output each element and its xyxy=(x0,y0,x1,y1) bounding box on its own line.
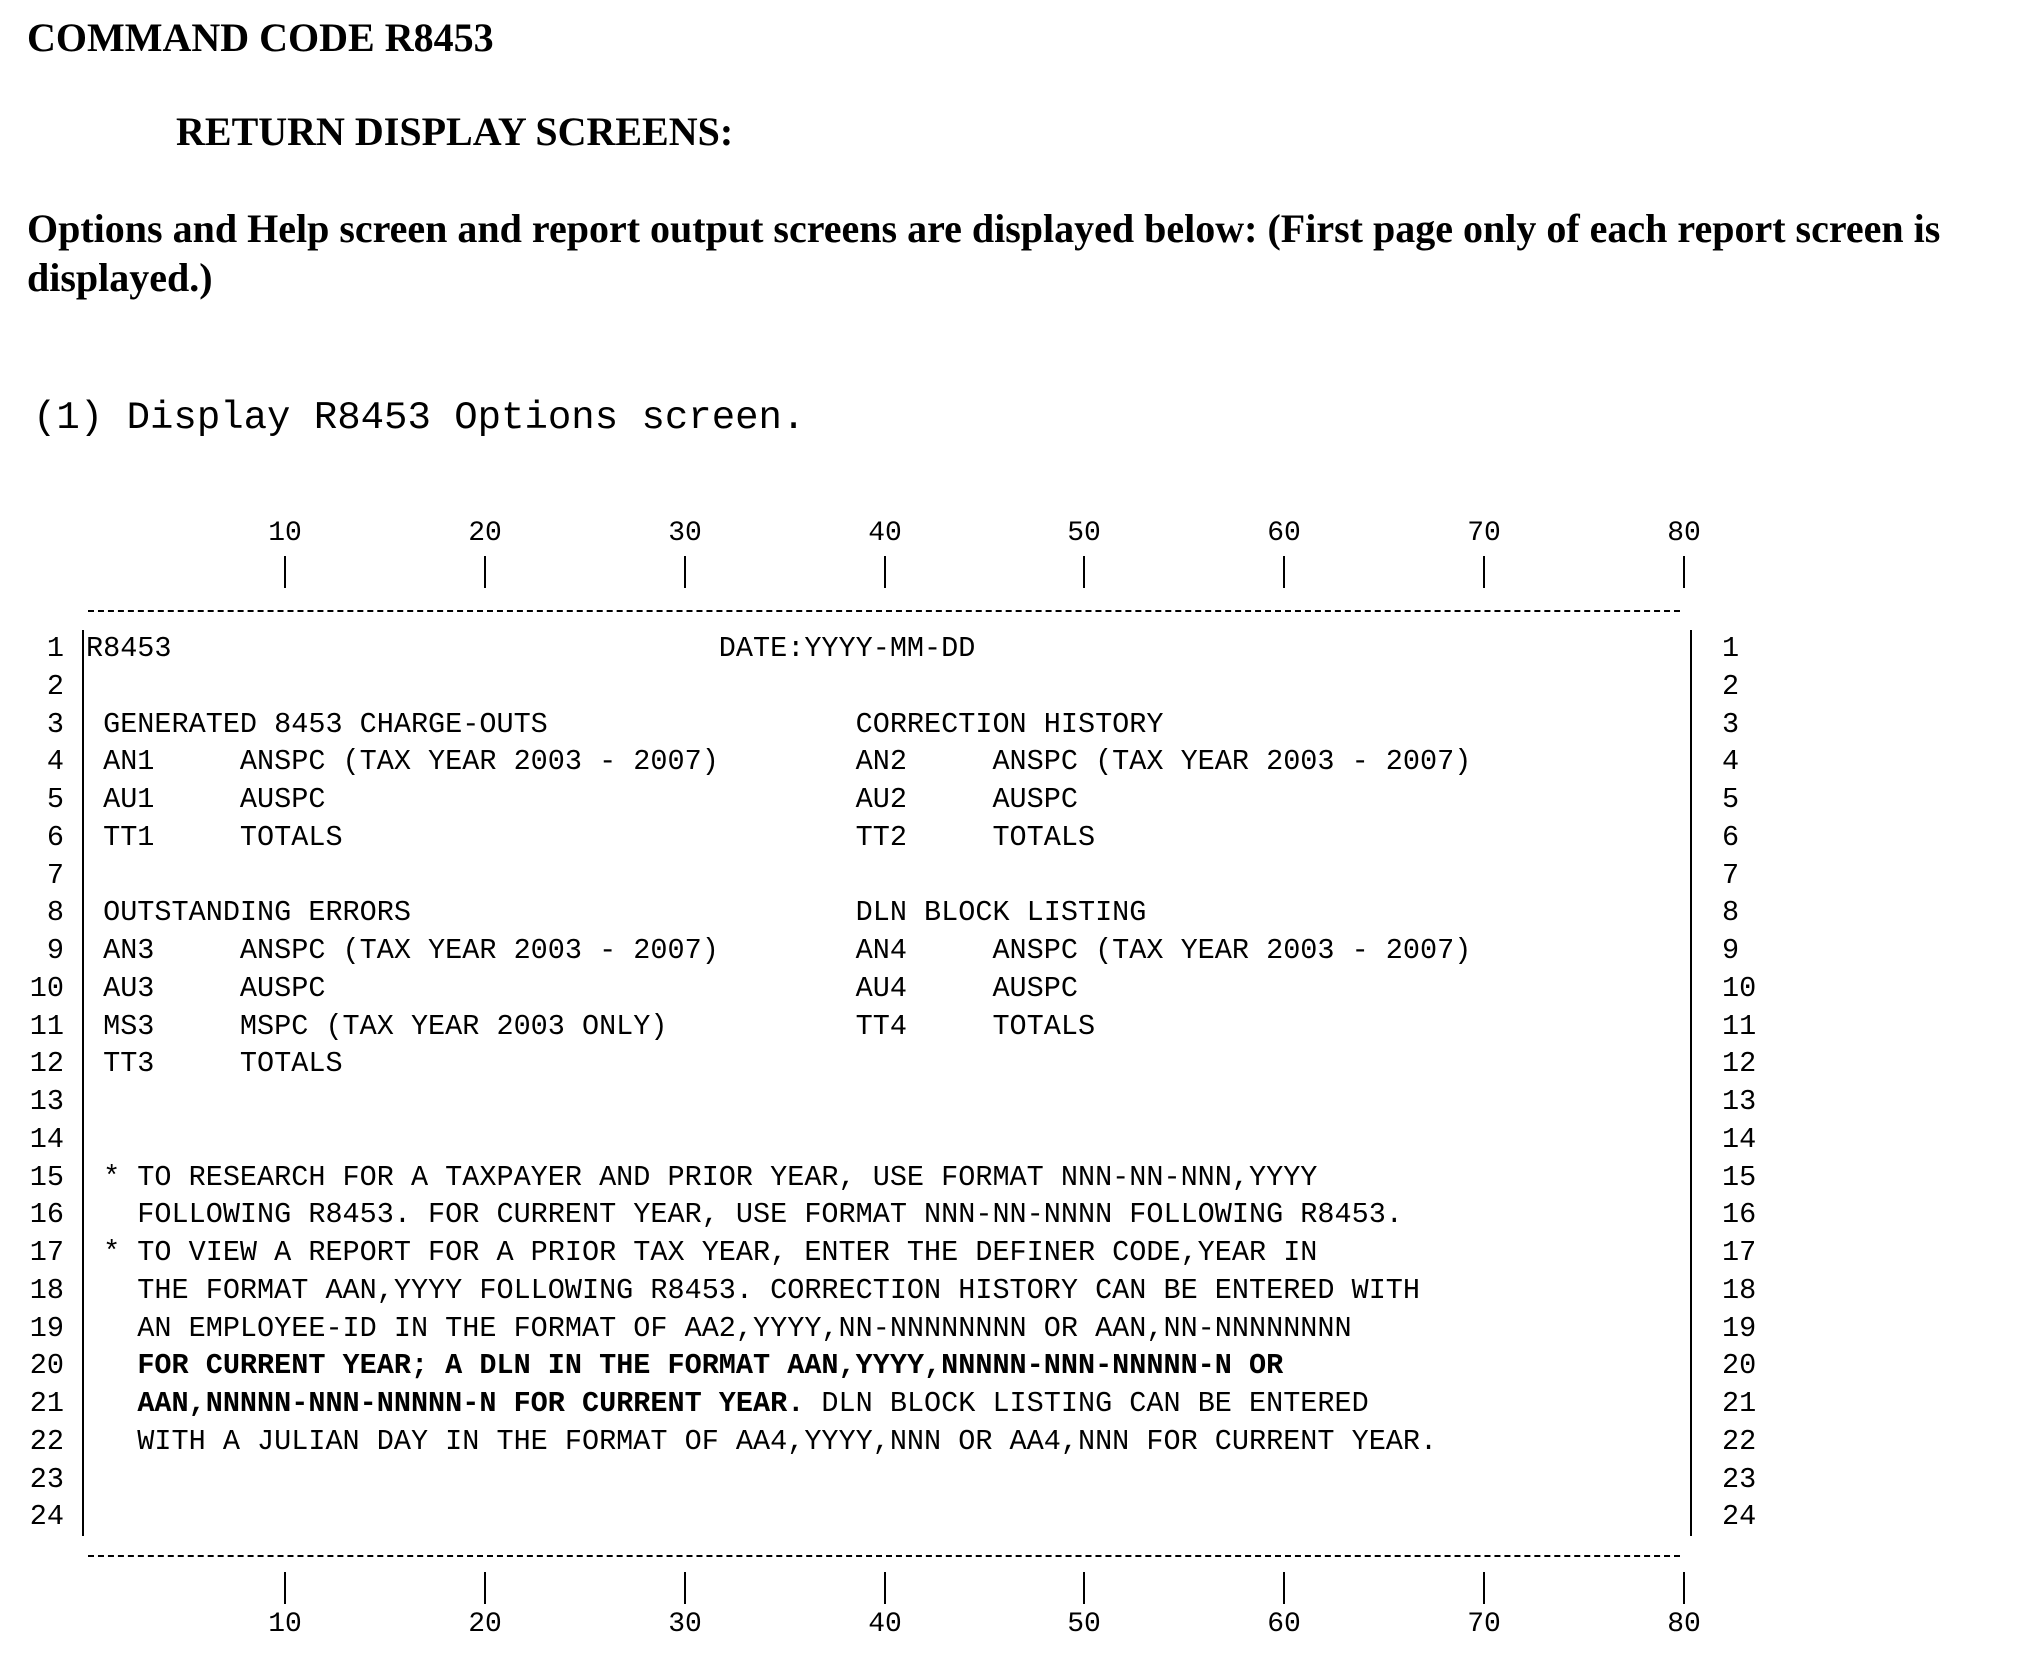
top-ruler-tick xyxy=(884,556,886,588)
screen-line-bold-text: AAN,NNNNN-NNN-NNNNN-N FOR CURRENT YEAR. xyxy=(137,1387,805,1420)
row-number-left: 18 xyxy=(29,1273,64,1307)
step-label: (1) Display R8453 Options screen. xyxy=(33,396,806,440)
row-number-left: 7 xyxy=(46,858,64,892)
screen-line xyxy=(86,1121,1676,1159)
top-ruler-tick xyxy=(684,556,686,588)
section-title: RETURN DISPLAY SCREENS: xyxy=(176,109,734,154)
top-ruler-number: 40 xyxy=(868,518,902,549)
screen-line-text: THE FORMAT AAN,YYYY FOLLOWING R8453. CORRECTION HISTORY CAN BE ENTERED WITH xyxy=(86,1273,1421,1307)
row-number-left: 13 xyxy=(29,1085,64,1118)
screen-line xyxy=(86,1159,1676,1197)
screen-line xyxy=(86,1385,1676,1423)
row-number-right: 1 xyxy=(1722,632,1740,665)
screen-line xyxy=(86,1310,1676,1348)
row-number-left: 12 xyxy=(29,1047,64,1081)
screen-line xyxy=(86,894,1676,932)
top-ruler-number: 30 xyxy=(668,518,702,549)
row-number-right: 23 xyxy=(1722,1462,1757,1496)
screen-line xyxy=(86,1083,1676,1121)
screen-line-text: TT1 TOTALS TT2 TOTALS xyxy=(86,820,1096,854)
row-number-left: 23 xyxy=(29,1462,64,1496)
screen-line xyxy=(86,781,1676,819)
screen-line xyxy=(86,1196,1676,1234)
row-number-left: 20 xyxy=(29,1349,64,1383)
row-number-right: 22 xyxy=(1722,1424,1757,1458)
row-number-left: 24 xyxy=(29,1500,64,1534)
screen-line-text: * TO VIEW A REPORT FOR A PRIOR TAX YEAR, ENTER THE DEFINER CODE,YEAR IN xyxy=(86,1236,1318,1269)
row-number-left: 6 xyxy=(46,820,64,854)
screen-line-text: AN3 ANSPC (TAX YEAR 2003 - 2007) AN4 ANSPC (TAX YEAR 2003 - 2007) xyxy=(86,934,1472,967)
bottom-ruler-tick xyxy=(484,1572,486,1604)
row-number-right: 3 xyxy=(1722,707,1740,741)
top-ruler-number: 70 xyxy=(1467,518,1501,549)
row-number-right: 14 xyxy=(1722,1122,1757,1156)
row-number-right: 2 xyxy=(1722,669,1740,703)
screen-line xyxy=(86,1461,1676,1499)
screen-line-tail-text: DLN BLOCK LISTING CAN BE ENTERED xyxy=(804,1387,1369,1420)
screen-line xyxy=(86,819,1676,857)
row-number-right: 18 xyxy=(1722,1273,1757,1307)
row-number-right: 16 xyxy=(1722,1198,1757,1232)
row-number-left: 19 xyxy=(29,1311,64,1345)
screen-line-text: MS3 MSPC (TAX YEAR 2003 ONLY) TT4 TOTALS xyxy=(86,1009,1096,1043)
row-number-left: 10 xyxy=(29,971,64,1005)
row-number-left: 3 xyxy=(46,707,64,741)
bottom-ruler-number: 10 xyxy=(268,1609,302,1640)
screen-line-text: FOLLOWING R8453. FOR CURRENT YEAR, USE FORMAT NNN-NN-NNNN FOLLOWING R8453. xyxy=(86,1198,1403,1232)
row-number-right: 20 xyxy=(1722,1349,1757,1383)
bottom-ruler-number: 30 xyxy=(668,1609,702,1640)
row-number-right: 8 xyxy=(1722,896,1740,930)
row-number-left: 11 xyxy=(29,1009,64,1043)
screen-line-text: R8453 DATE:YYYY-MM-DD xyxy=(86,632,976,665)
row-number-right: 5 xyxy=(1722,783,1740,816)
top-ruler-number: 20 xyxy=(468,518,502,549)
row-number-left: 22 xyxy=(29,1424,64,1458)
screen-line-text: AN EMPLOYEE-ID IN THE FORMAT OF AA2,YYYY,NN-NNNNNNNN OR AAN,NN-NNNNNNNN xyxy=(86,1311,1352,1345)
screen-bottom-border xyxy=(88,1555,1680,1557)
screen-top-border xyxy=(88,610,1680,612)
top-ruler-tick xyxy=(1683,556,1685,588)
top-ruler-number: 50 xyxy=(1067,518,1101,549)
row-number-right: 9 xyxy=(1722,934,1740,967)
screen-line xyxy=(86,668,1676,706)
row-number-right: 24 xyxy=(1722,1500,1757,1534)
screen-line xyxy=(86,1234,1676,1272)
bottom-ruler-number: 20 xyxy=(468,1609,502,1640)
top-ruler-number: 10 xyxy=(268,518,302,549)
row-number-left: 14 xyxy=(29,1122,64,1156)
screen-line-text: TT3 TOTALS xyxy=(86,1047,343,1081)
bottom-ruler-tick xyxy=(1483,1572,1485,1604)
row-number-left: 9 xyxy=(46,934,64,967)
top-ruler-tick xyxy=(484,556,486,588)
screen-line xyxy=(86,970,1676,1008)
row-number-left: 4 xyxy=(46,745,64,779)
screen-line-text: * TO RESEARCH FOR A TAXPAYER AND PRIOR YEAR, USE FORMAT NNN-NN-NNN,YYYY xyxy=(86,1160,1318,1194)
row-number-right: 21 xyxy=(1722,1387,1757,1420)
screen-line xyxy=(86,932,1676,970)
row-number-right: 11 xyxy=(1722,1009,1757,1043)
row-number-right: 10 xyxy=(1722,971,1757,1005)
screen-line-text: AU3 AUSPC AU4 AUSPC xyxy=(86,971,1078,1005)
screen-line xyxy=(86,857,1676,895)
bottom-ruler-tick xyxy=(284,1572,286,1604)
bottom-ruler-tick xyxy=(884,1572,886,1604)
screen-line xyxy=(86,1045,1676,1083)
top-ruler-tick xyxy=(284,556,286,588)
row-number-right: 7 xyxy=(1722,858,1740,892)
row-number-left: 16 xyxy=(29,1198,64,1232)
top-ruler-number: 60 xyxy=(1267,518,1301,549)
row-number-right: 13 xyxy=(1722,1085,1757,1118)
screen-line-text: WITH A JULIAN DAY IN THE FORMAT OF AA4,YYYY,NNN OR AA4,NNN FOR CURRENT YEAR. xyxy=(86,1424,1438,1458)
bottom-ruler-tick xyxy=(684,1572,686,1604)
screen-left-border xyxy=(82,630,84,1536)
bottom-ruler-number: 40 xyxy=(868,1609,902,1640)
screen-line xyxy=(86,1423,1676,1461)
screen-line-text: AN1 ANSPC (TAX YEAR 2003 - 2007) AN2 ANSPC (TAX YEAR 2003 - 2007) xyxy=(86,745,1472,779)
screen-line xyxy=(86,1498,1676,1536)
screen-line xyxy=(86,630,1676,668)
screen-line xyxy=(86,1347,1676,1385)
screen-line xyxy=(86,706,1676,744)
row-number-right: 15 xyxy=(1722,1160,1757,1194)
top-ruler-tick xyxy=(1483,556,1485,588)
row-number-right: 12 xyxy=(1722,1047,1757,1081)
screen-line xyxy=(86,743,1676,781)
row-number-left: 1 xyxy=(46,632,64,665)
row-number-left: 17 xyxy=(29,1236,64,1269)
row-number-left: 2 xyxy=(46,669,64,703)
bottom-ruler-tick xyxy=(1083,1572,1085,1604)
bottom-ruler-number: 70 xyxy=(1467,1609,1501,1640)
screen-right-border xyxy=(1690,630,1692,1536)
command-code-title: COMMAND CODE R8453 xyxy=(27,15,494,60)
screen-line-text xyxy=(86,1349,137,1382)
screen-line-text: GENERATED 8453 CHARGE-OUTS CORRECTION HISTORY xyxy=(86,707,1164,741)
bottom-ruler-number: 80 xyxy=(1667,1609,1701,1640)
top-ruler-tick xyxy=(1283,556,1285,588)
row-number-left: 8 xyxy=(46,896,64,930)
bottom-ruler-tick xyxy=(1683,1572,1685,1604)
screen-line-text: OUTSTANDING ERRORS DLN BLOCK LISTING xyxy=(86,896,1147,930)
screen-line-text xyxy=(86,1387,137,1420)
bottom-ruler-tick xyxy=(1283,1572,1285,1604)
screen-line xyxy=(86,1008,1676,1046)
screen-line xyxy=(86,1272,1676,1310)
screen-line-bold-text: FOR CURRENT YEAR; A DLN IN THE FORMAT AAN,YYYY,NNNNN-NNN-NNNNN-N OR xyxy=(137,1349,1284,1383)
row-number-left: 5 xyxy=(46,783,64,816)
row-number-right: 19 xyxy=(1722,1311,1757,1345)
bottom-ruler-number: 60 xyxy=(1267,1609,1301,1640)
screen-line-text: AU1 AUSPC AU2 AUSPC xyxy=(86,783,1078,816)
row-number-right: 6 xyxy=(1722,820,1740,854)
top-ruler-tick xyxy=(1083,556,1085,588)
top-ruler-number: 80 xyxy=(1667,518,1701,549)
row-number-right: 17 xyxy=(1722,1236,1757,1269)
bottom-ruler-number: 50 xyxy=(1067,1609,1101,1640)
row-number-left: 15 xyxy=(29,1160,64,1194)
intro-paragraph: Options and Help screen and report output screens are displayed below: (First page only of each report screen is displayed.) xyxy=(27,206,1941,300)
row-number-right: 4 xyxy=(1722,745,1740,779)
row-number-left: 21 xyxy=(29,1387,64,1420)
